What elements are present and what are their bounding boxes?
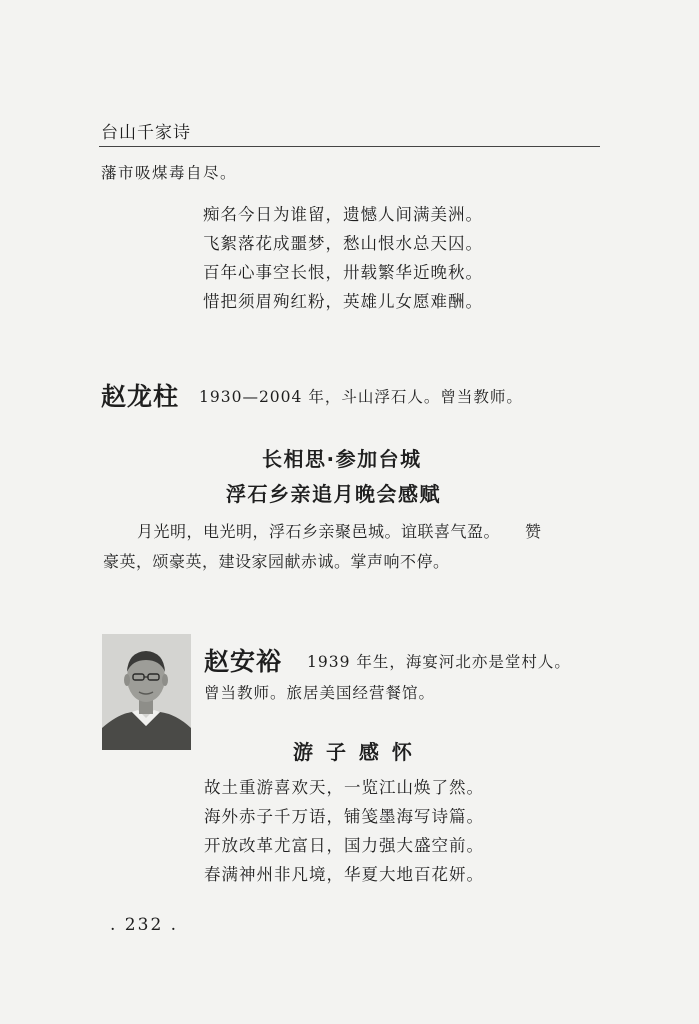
poem-line: 百年心事空长恨，卅载繁华近晚秋。 [203, 263, 483, 282]
poem-title: 长相思·参加台城 [262, 447, 422, 471]
author-bio: 曾当教师。旅居美国经营餐馆。 [204, 684, 436, 702]
poem-line: 飞絮落花成噩梦，愁山恨水总天囚。 [203, 234, 483, 253]
book-title-header: 台山千家诗 [101, 123, 191, 143]
poem-text: 月光明，电光明，浮石乡亲聚邑城。谊联喜气盈。 赞 [137, 522, 542, 541]
poem-line: 海外赤子千万语，铺笺墨海写诗篇。 [204, 807, 484, 826]
poem-title: 游 子 感 怀 [293, 740, 415, 764]
poem-line: 故土重游喜欢天，一览江山焕了然。 [204, 778, 484, 797]
poem-line: 春满神州非凡境，华夏大地百花妍。 [204, 865, 484, 884]
page-number: . 232 . [110, 915, 179, 935]
header-rule [99, 146, 600, 147]
poem-line: 惜把须眉殉红粉，英雄儿女愿难酬。 [203, 292, 483, 311]
author-bio: 1939 年生，海宴河北亦是堂村人。 [307, 653, 571, 671]
poem-title: 浮石乡亲追月晚会感赋 [226, 482, 441, 506]
author-name: 赵安裕 [204, 647, 283, 676]
author-name: 赵龙柱 [101, 382, 180, 411]
continued-text: 藩市吸煤毒自尽。 [101, 164, 238, 182]
author-photo [102, 634, 191, 750]
poem-text: 豪英，颂豪英，建设家园献赤诚。掌声响不停。 [103, 552, 450, 571]
poem-line: 开放改革尤富日，国力强大盛空前。 [204, 836, 484, 855]
poem-line: 痴名今日为谁留，遗憾人间满美洲。 [203, 205, 483, 224]
author-bio: 1930—2004 年，斗山浮石人。曾当教师。 [199, 388, 523, 406]
portrait-image [102, 634, 191, 750]
